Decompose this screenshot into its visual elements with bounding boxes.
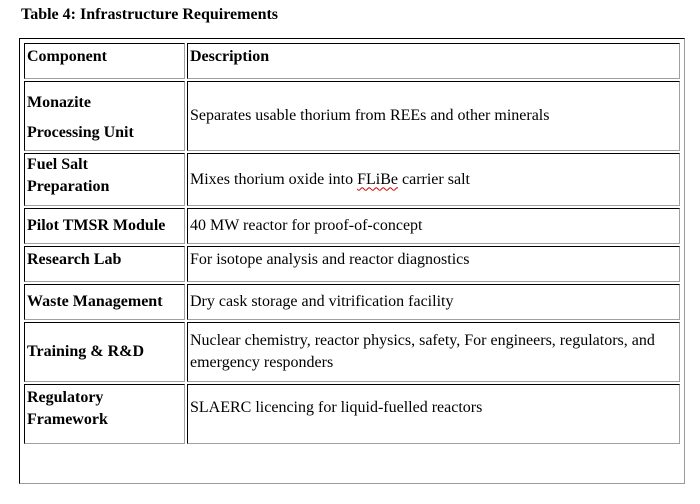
table-row	[24, 153, 680, 206]
infrastructure-table	[22, 41, 682, 446]
row-component-fuel-salt	[24, 153, 185, 206]
component-line: Fuel Salt	[27, 156, 88, 173]
header-component: Component	[24, 43, 185, 79]
row-description: Separates usable thorium from REEs and other minerals	[187, 81, 680, 151]
row-description: Dry cask storage and vitrification facility	[187, 284, 680, 320]
header-description: Description	[187, 43, 680, 79]
row-component-regulatory	[24, 384, 185, 444]
spellcheck-flagged-word: FLiBe	[357, 170, 398, 188]
table-caption: Table 4: Infrastructure Requirements	[21, 6, 279, 23]
table-row	[24, 322, 680, 382]
row-description: 40 MW reactor for proof-of-concept	[187, 208, 680, 244]
description-text: carrier salt	[398, 170, 470, 188]
component-line: Monazite	[27, 94, 91, 111]
row-description: Nuclear chemistry, reactor physics, safety, For engineers, regulators, and emergency responders	[187, 322, 680, 382]
row-component-waste: Waste Management	[24, 284, 185, 320]
row-component-pilot: Pilot TMSR Module	[24, 208, 185, 244]
component-line: Processing Unit	[27, 124, 134, 141]
row-component-monazite	[24, 81, 185, 151]
row-description: SLAERC licencing for liquid-fuelled reactors	[187, 384, 680, 444]
component-line: Regulatory	[27, 389, 104, 406]
table-row	[24, 284, 680, 320]
component-line: Preparation	[27, 178, 110, 195]
row-component-training: Training & R&D	[24, 322, 185, 382]
table-row	[24, 384, 680, 444]
row-component-research: Research Lab	[24, 246, 185, 282]
description-text: Mixes thorium oxide into	[190, 170, 358, 188]
row-description: For isotope analysis and reactor diagnostics	[187, 246, 680, 282]
table-row	[24, 246, 680, 282]
row-description	[187, 153, 680, 206]
component-line: Framework	[27, 411, 108, 428]
table-header-row	[24, 43, 680, 79]
table-row	[24, 81, 680, 151]
table-row	[24, 208, 680, 244]
